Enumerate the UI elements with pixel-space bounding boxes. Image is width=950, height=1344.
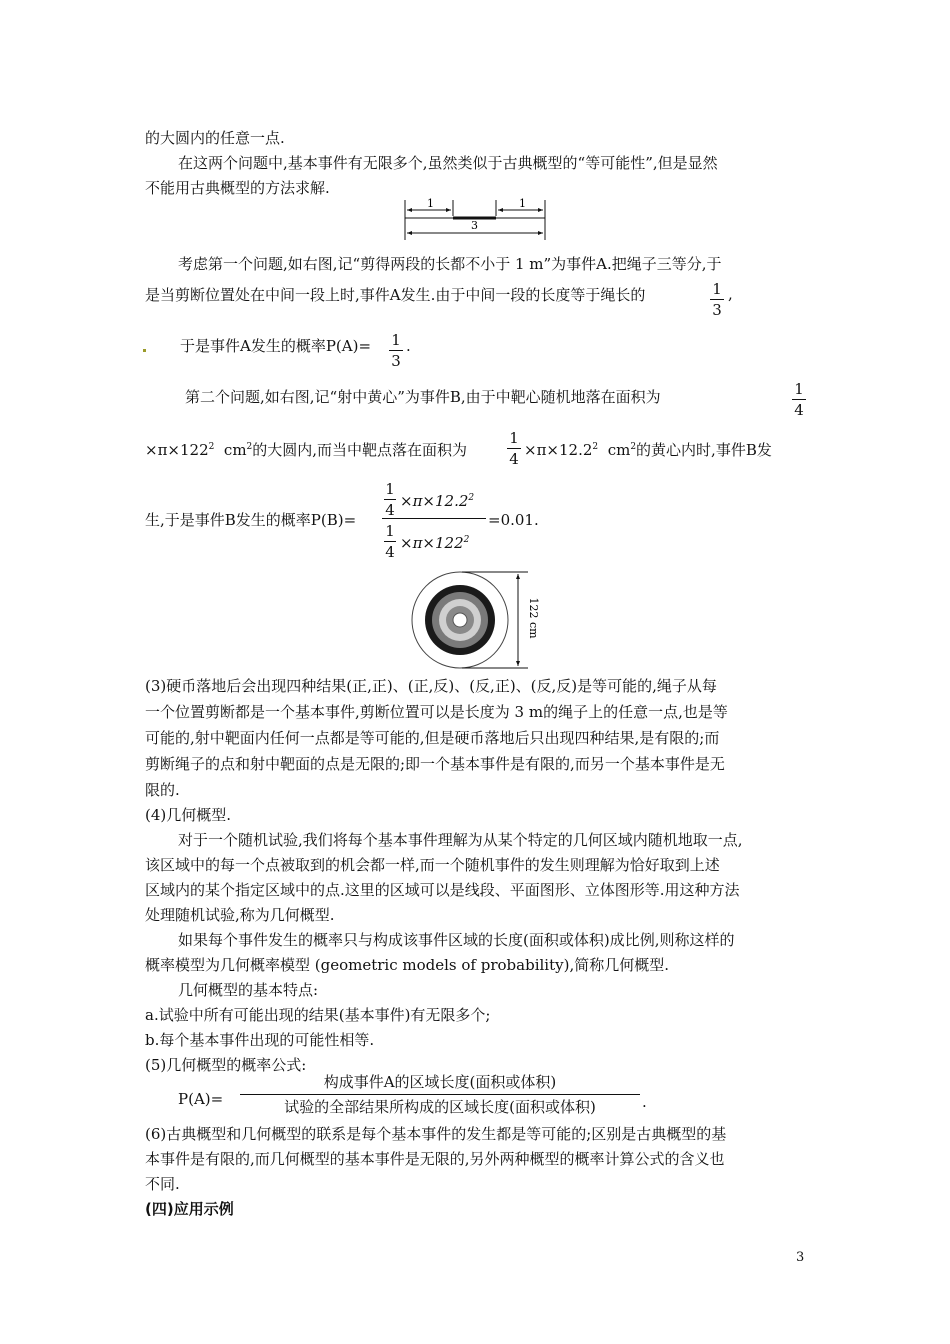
text-line: 该区域中的每一个点被取到的机会都一样,而一个随机事件的发生则理解为恰好取到上述 [145,856,720,874]
formula-lhs: P(A)= [178,1090,224,1108]
text-line: 本事件是有限的,而几何概型的基本事件是无限的,另外两种概型的概率计算公式的含义也 [145,1150,725,1168]
text-line: 第二个问题,如右图,记“射中黄心”为事件B,由于中靶心随机地落在面积为 [185,388,661,406]
period: . [406,337,411,355]
text-line: 区域内的某个指定区域中的点.这里的区域可以是线段、平面图形、立体图形等.用这种方法 [145,881,740,899]
fraction-one-quarter: 1 4 [792,380,806,419]
target-dimension-label: 122 cm [527,597,540,639]
page-number: 3 [796,1250,805,1265]
text-line: 不能用古典概型的方法求解. [145,179,330,197]
geometric-probability-formula: 构成事件A的区域长度(面积或体积) 试验的全部结果所构成的区域长度(面积或体积) [240,1072,640,1117]
fraction-one-third: 1 3 [710,280,724,319]
text-line: 不同. [145,1175,180,1193]
rope-label-total: 3 [471,219,478,232]
marker-dot [143,349,146,352]
text-line: 限的. [145,781,180,799]
formula-end: . [642,1093,647,1111]
comma: , [728,285,733,303]
text-line: 是当剪断位置处在中间一段上时,事件A发生.由于中间一段的长度等于绳长的 [145,286,646,304]
text-line: (3)硬币落地后会出现四种结果(正,正)、(正,反)、(反,正)、(反,反)是等可能的,绳子从每 [145,677,717,695]
text-line: 处理随机试验,称为几何概型. [145,906,335,924]
rope-label-left: 1 [427,197,434,210]
section-heading: (5)几何概型的概率公式: [145,1056,307,1074]
text-line: 可能的,射中靶面内任何一点都是等可能的,但是硬币落地后只出现四种结果,是有限的;而 [145,729,720,747]
probability-fraction-pb: 1 4 $\times\pi\times 12.2^2$ 1 4 $\times\pi\times 122^2$ [382,478,486,561]
text-line: 在这两个问题中,基本事件有无限多个,虽然类似于古典概型的“等可能性”,但是显然 [178,154,718,172]
text-line: 于是事件A发生的概率P(A)= [180,337,372,355]
list-item: a.试验中所有可能出现的结果(基本事件)有无限多个; [145,1006,491,1024]
text-line: 对于一个随机试验,我们将每个基本事件理解为从某个特定的几何区域内随机地取一点, [178,831,743,849]
rope-diagram [400,196,550,242]
text-line: 生,于是事件B发生的概率P(B)= [145,511,357,529]
text-line: 一个位置剪断都是一个基本事件,剪断位置可以是长度为 3 m的绳子上的任意一点,也是等 [145,703,728,721]
text-line: $\times\pi\times 122^2$ $cm^2$的大圆内,而当中靶点落在面积为 [145,441,468,459]
rope-label-right: 1 [519,197,526,210]
target-diagram [410,570,550,670]
text-line: 几何概型的基本特点: [178,981,319,999]
text-line: 如果每个事件发生的概率只与构成该事件区域的长度(面积或体积)成比例,则称这样的 [178,931,735,949]
text-line: 的大圆内的任意一点. [145,129,285,147]
section-title: (四)应用示例 [145,1200,234,1218]
text-line: 考虑第一个问题,如右图,记“剪得两段的长都不小于 1 m”为事件A.把绳子三等分,于 [178,255,722,273]
list-item: b.每个基本事件出现的可能性相等. [145,1031,375,1049]
section-heading: (4)几何概型. [145,806,232,824]
fraction-one-quarter: 1 4 [507,429,521,468]
text-line: 概率模型为几何概率模型 (geometric models of probability),简称几何概型. [145,956,669,974]
text-line: $\times\pi\times 12.2^2$ $cm^2$的黄心内时,事件B发 [524,441,772,459]
text-line: 剪断绳子的点和射中靶面的点是无限的;即一个基本事件是有限的,而另一个基本事件是无 [145,755,725,773]
text-line: =0.01. [488,511,539,529]
text-line: (6)古典概型和几何概型的联系是每个基本事件的发生都是等可能的;区别是古典概型的基 [145,1125,727,1143]
fraction-one-third: 1 3 [389,331,403,370]
